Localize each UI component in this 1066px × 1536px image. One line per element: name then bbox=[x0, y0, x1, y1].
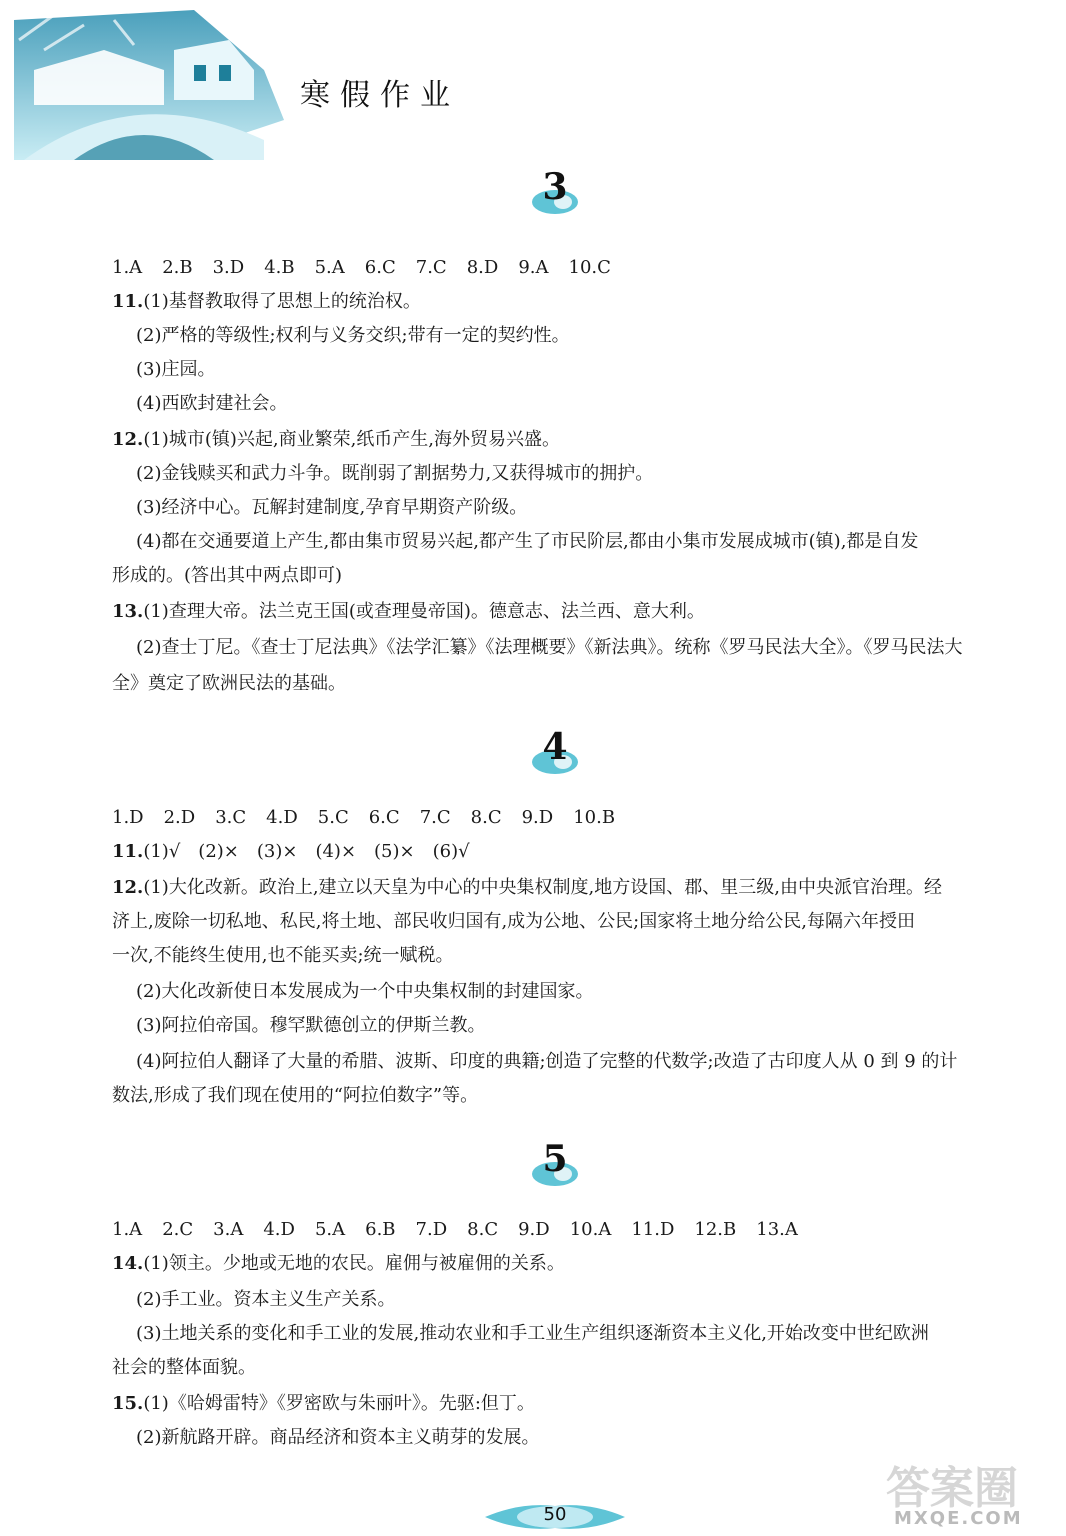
mc-answer-row: 1.A 2.B 3.D 4.B 5.A 6.C 7.C 8.D 9.A 10.C bbox=[112, 257, 611, 278]
answer-line: (2)金钱赎买和武力斗争。既削弱了割据势力,又获得城市的拥护。 bbox=[136, 463, 654, 484]
header-illustration bbox=[14, 10, 284, 160]
answer-line: (2)严格的等级性;权利与义务交织;带有一定的契约性。 bbox=[136, 325, 570, 346]
section-number: 4 bbox=[542, 726, 568, 768]
answer-line: (3)庄园。 bbox=[136, 359, 216, 380]
watermark bbox=[880, 1452, 1060, 1532]
answer-line: (2)大化改新使日本发展成为一个中央集权制的封建国家。 bbox=[136, 981, 594, 1002]
answer-line: 形成的。(答出其中两点即可) bbox=[112, 565, 343, 586]
answer-line: 15.(1)《哈姆雷特》《罗密欧与朱丽叶》。先驱:但丁。 bbox=[112, 1393, 535, 1414]
answer-line: 数法,形成了我们现在使用的“阿拉伯数字”等。 bbox=[112, 1085, 479, 1106]
section-number: 5 bbox=[542, 1138, 568, 1180]
answer-line: (2)查士丁尼。《查士丁尼法典》《法学汇纂》《法理概要》《新法典》。统称《罗马民法大全》。《罗马民法大 bbox=[136, 637, 963, 658]
answer-line: (4)西欧封建社会。 bbox=[136, 393, 288, 414]
watermark-logo-text: 答案圈 bbox=[886, 1463, 1018, 1514]
answer-line: 11.(1)基督教取得了思想上的统治权。 bbox=[112, 291, 421, 312]
header-title: 寒假作业 bbox=[300, 78, 460, 113]
answer-line: (4)阿拉伯人翻译了大量的希腊、波斯、印度的典籍;创造了完整的代数学;改造了古印度人从 0 到 9 的计 bbox=[136, 1051, 958, 1072]
answer-line: 社会的整体面貌。 bbox=[112, 1357, 256, 1378]
answer-line: 11.(1)√ (2)× (3)× (4)× (5)× (6)√ bbox=[112, 841, 470, 862]
answer-line: 一次,不能终生使用,也不能买卖;统一赋税。 bbox=[112, 945, 454, 966]
answer-line: (2)新航路开辟。商品经济和资本主义萌芽的发展。 bbox=[136, 1427, 540, 1448]
page-number: 50 bbox=[543, 1504, 567, 1525]
answer-line: (2)手工业。资本主义生产关系。 bbox=[136, 1289, 396, 1310]
section-number-marker bbox=[525, 1138, 585, 1192]
answer-line: 12.(1)大化改新。政治上,建立以天皇为中心的中央集权制度,地方设国、郡、里三级,由中央派官治理。经 bbox=[112, 877, 942, 898]
section-number-marker bbox=[525, 726, 585, 780]
mc-answer-row: 1.D 2.D 3.C 4.D 5.C 6.C 7.C 8.C 9.D 10.B bbox=[112, 807, 616, 828]
answer-line: (3)土地关系的变化和手工业的发展,推动农业和手工业生产组织逐渐资本主义化,开始改变中世纪欧洲 bbox=[136, 1323, 929, 1344]
answer-line: (4)都在交通要道上产生,都由集市贸易兴起,都产生了市民阶层,都由小集市发展成城市(镇),都是自发 bbox=[136, 531, 919, 552]
answer-line: 14.(1)领主。少地或无地的农民。雇佣与被雇佣的关系。 bbox=[112, 1253, 565, 1274]
answer-line: (3)经济中心。瓦解封建制度,孕育早期资产阶级。 bbox=[136, 497, 528, 518]
page-number-badge bbox=[480, 1500, 630, 1534]
mc-answer-row: 1.A 2.C 3.A 4.D 5.A 6.B 7.D 8.C 9.D 10.A 11.D 12.B 13.A bbox=[112, 1219, 798, 1240]
section-number-marker bbox=[525, 166, 585, 220]
answer-line: 全》奠定了欧洲民法的基础。 bbox=[112, 673, 346, 694]
answer-line: 12.(1)城市(镇)兴起,商业繁荣,纸币产生,海外贸易兴盛。 bbox=[112, 429, 561, 450]
answer-line: 13.(1)查理大帝。法兰克王国(或查理曼帝国)。德意志、法兰西、意大利。 bbox=[112, 601, 705, 622]
section-number: 3 bbox=[542, 166, 568, 208]
answer-line: 济上,废除一切私地、私民,将土地、部民收归国有,成为公地、公民;国家将土地分给公民,每隔六年授田 bbox=[112, 911, 915, 932]
watermark-url: MXQE.COM bbox=[894, 1508, 1023, 1529]
answer-line: (3)阿拉伯帝国。穆罕默德创立的伊斯兰教。 bbox=[136, 1015, 486, 1036]
